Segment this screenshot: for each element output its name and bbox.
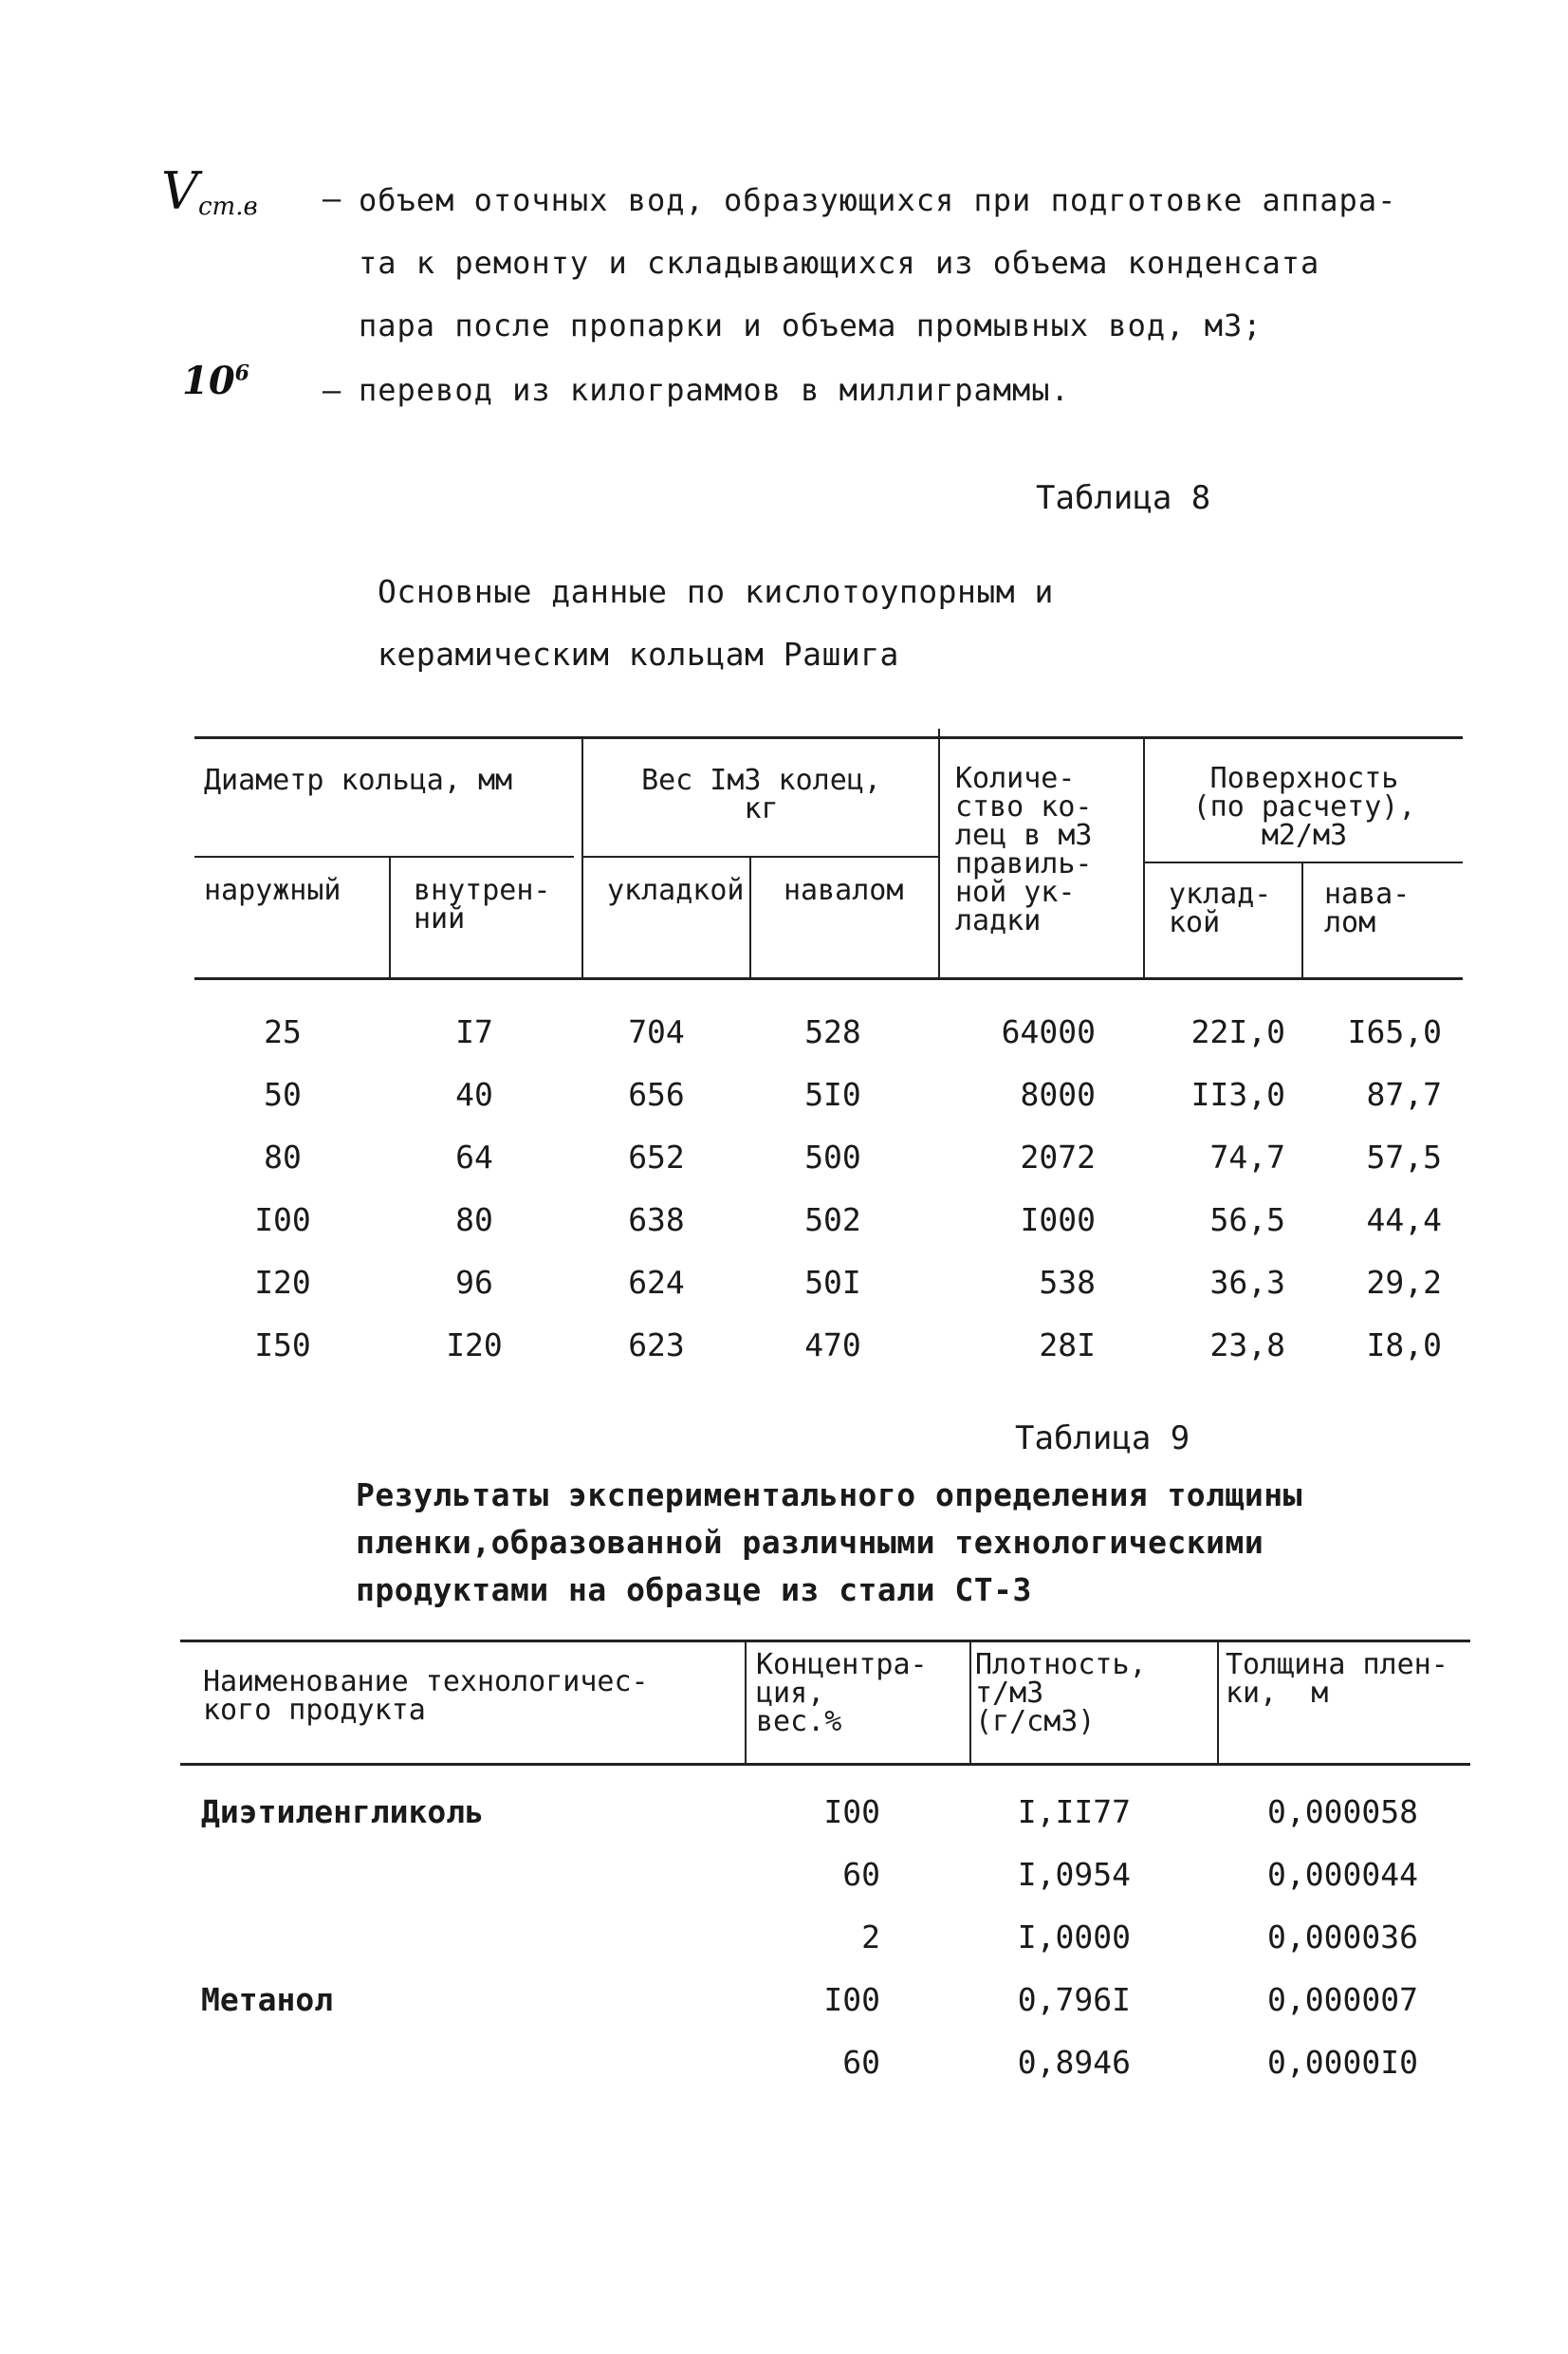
table8-cell-stacked: 624 [628, 1264, 685, 1301]
table8-cell-inner: 64 [455, 1139, 493, 1176]
table9-header-density: Плотность, т/м3 (г/см3) [975, 1648, 1147, 1738]
table8-cell-outer: I00 [254, 1201, 311, 1238]
table8-weight-sub-rule [583, 856, 939, 858]
symbol-ten: 10 [182, 359, 235, 403]
table8-cell-loose: 470 [804, 1326, 861, 1363]
symbol-v-letter: V [161, 161, 198, 221]
table8-vline-5 [1143, 736, 1145, 977]
table8-cell-count: I000 [1020, 1201, 1096, 1238]
table8-vline-4 [938, 729, 940, 977]
table8-header-weight: Вес Iм3 колец, кг [641, 764, 881, 825]
table9-cell-product: Диэтиленгликоль [201, 1793, 485, 1830]
table8-cell-surf-stacked: 36,3 [1209, 1264, 1285, 1301]
table9-cell-density: I,II77 [1017, 1793, 1131, 1830]
table8-cell-outer: I50 [254, 1326, 311, 1363]
table8-cell-stacked: 704 [628, 1013, 685, 1050]
table9-title-line-3: продуктами на образце из стали СТ-3 [356, 1571, 1032, 1608]
table9-cell-concentration: I00 [823, 1793, 880, 1830]
table9-cell-thickness: 0,000007 [1267, 1981, 1418, 2018]
table9-cell-density: I,0000 [1017, 1918, 1131, 1955]
table9-header-concentration: Концентра- ция, вес.% [756, 1648, 928, 1738]
table8-cell-outer: 50 [264, 1076, 302, 1113]
table8-cell-surf-stacked: II3,0 [1190, 1076, 1285, 1113]
table9-cell-density: 0,796I [1017, 1981, 1131, 2018]
definition-dash-1: – [323, 180, 341, 216]
symbol-v-stv [161, 161, 258, 221]
table8-cell-stacked: 656 [628, 1076, 685, 1113]
table8-cell-loose: 5I0 [804, 1076, 861, 1113]
table8-vline-1 [389, 858, 391, 977]
definition-k-line: перевод из килограммов в миллиграммы. [359, 372, 1070, 408]
table8-header-stacked: укладкой [607, 874, 745, 907]
table8-header-loose: навалом [784, 874, 904, 907]
table9-cell-density: 0,8946 [1017, 2044, 1131, 2081]
table9-cell-density: I,0954 [1017, 1856, 1131, 1893]
definition-v-line-1: объем оточных вод, образующихся при подготовке аппара- [359, 182, 1397, 218]
table8-cell-surf-loose: 44,4 [1366, 1201, 1442, 1238]
table8-cell-surf-stacked: 22I,0 [1190, 1013, 1285, 1050]
table8-diam-sub-rule [194, 856, 574, 858]
table8-cell-surf-stacked: 23,8 [1209, 1326, 1285, 1363]
table8-cell-surf-stacked: 56,5 [1209, 1201, 1285, 1238]
table8-cell-stacked: 623 [628, 1326, 685, 1363]
table8-header-surf-stacked: уклад- кой [1169, 878, 1272, 939]
table8-cell-inner: 96 [455, 1264, 493, 1301]
table8-header-surface: Поверхность (по расчету), м2/м3 [1192, 762, 1416, 852]
table9-top-rule [180, 1640, 1470, 1642]
table9-cell-thickness: 0,0000I0 [1267, 2044, 1418, 2081]
symbol-ten-exponent: 6 [234, 361, 249, 386]
table8-cell-outer: I20 [254, 1264, 311, 1301]
table8-cell-surf-loose: I8,0 [1366, 1326, 1442, 1363]
table9-title-line-2: пленки,образованной различными технологическими [356, 1524, 1264, 1561]
definition-v-line-2: та к ремонту и складывающихся из объема конденсата [359, 245, 1320, 281]
table8-cell-loose: 528 [804, 1013, 861, 1050]
table8-cell-loose: 50I [804, 1264, 861, 1301]
table8-cell-surf-loose: 87,7 [1366, 1076, 1442, 1113]
table9-header-bottom-rule [180, 1763, 1470, 1766]
table8-label: Таблица 8 [1036, 479, 1211, 517]
table9-vline-2 [969, 1640, 971, 1763]
table9-vline-3 [1217, 1640, 1219, 1763]
table8-cell-inner: 80 [455, 1201, 493, 1238]
table9-header-thickness: Толщина плен- ки, м [1226, 1648, 1448, 1710]
table8-cell-surf-loose: 29,2 [1366, 1264, 1442, 1301]
table8-cell-count: 2072 [1020, 1139, 1096, 1176]
table8-cell-inner: I7 [455, 1013, 493, 1050]
table8-vline-2 [581, 736, 583, 977]
table8-cell-count: 28I [1039, 1326, 1096, 1363]
table9-cell-concentration: 2 [861, 1918, 880, 1955]
table9-label: Таблица 9 [1015, 1419, 1190, 1457]
table8-header-surf-loose: нава- лом [1324, 878, 1411, 939]
table8-top-rule [194, 736, 1463, 739]
table8-cell-inner: 40 [455, 1076, 493, 1113]
definition-dash-2: – [323, 372, 341, 408]
table9-cell-product: Метанол [201, 1981, 334, 2018]
table8-cell-count: 8000 [1020, 1076, 1096, 1113]
table8-cell-count: 538 [1039, 1264, 1096, 1301]
table8-header-diameter: Диаметр кольца, мм [204, 764, 513, 797]
table8-cell-inner: I20 [446, 1326, 503, 1363]
table8-cell-count: 64000 [1001, 1013, 1096, 1050]
table9-cell-thickness: 0,000058 [1267, 1793, 1418, 1830]
table9-cell-concentration: 60 [842, 2044, 880, 2081]
table9-cell-thickness: 0,000044 [1267, 1856, 1418, 1893]
table8-cell-outer: 80 [264, 1139, 302, 1176]
table8-title-line-2: керамическим кольцам Рашига [378, 636, 899, 673]
table9-header-product: Наименование технологичес- кого продукта [203, 1665, 649, 1727]
definition-v-line-3: пара после пропарки и объема промывных вод, м3; [359, 307, 1263, 343]
symbol-v-subscript: ст.в [198, 193, 258, 221]
table8-cell-outer: 25 [264, 1013, 302, 1050]
table8-header-bottom-rule [194, 977, 1463, 980]
table8-cell-stacked: 638 [628, 1201, 685, 1238]
table8-vline-6 [1301, 863, 1303, 977]
table8-header-inner: внутрен- ний [414, 874, 551, 936]
table8-cell-surf-loose: 57,5 [1366, 1139, 1442, 1176]
table8-vline-3 [749, 858, 751, 977]
table8-header-count: Количе- ство ко- лец в м3 правиль- ной ук- ладки [955, 762, 1093, 937]
table9-cell-concentration: I00 [823, 1981, 880, 2018]
table8-cell-loose: 500 [804, 1139, 861, 1176]
table8-cell-surf-stacked: 74,7 [1209, 1139, 1285, 1176]
table8-header-outer: наружный [204, 874, 341, 907]
table9-cell-concentration: 60 [842, 1856, 880, 1893]
symbol-ten-power-six [182, 359, 249, 403]
table9-title-line-1: Результаты экспериментального определения толщины [356, 1476, 1303, 1513]
table8-cell-stacked: 652 [628, 1139, 685, 1176]
table8-cell-loose: 502 [804, 1201, 861, 1238]
table8-cell-surf-loose: I65,0 [1347, 1013, 1442, 1050]
table8-title-line-1: Основные данные по кислотоупорным и [378, 573, 1054, 610]
table9-cell-thickness: 0,000036 [1267, 1918, 1418, 1955]
table9-vline-1 [745, 1640, 747, 1763]
